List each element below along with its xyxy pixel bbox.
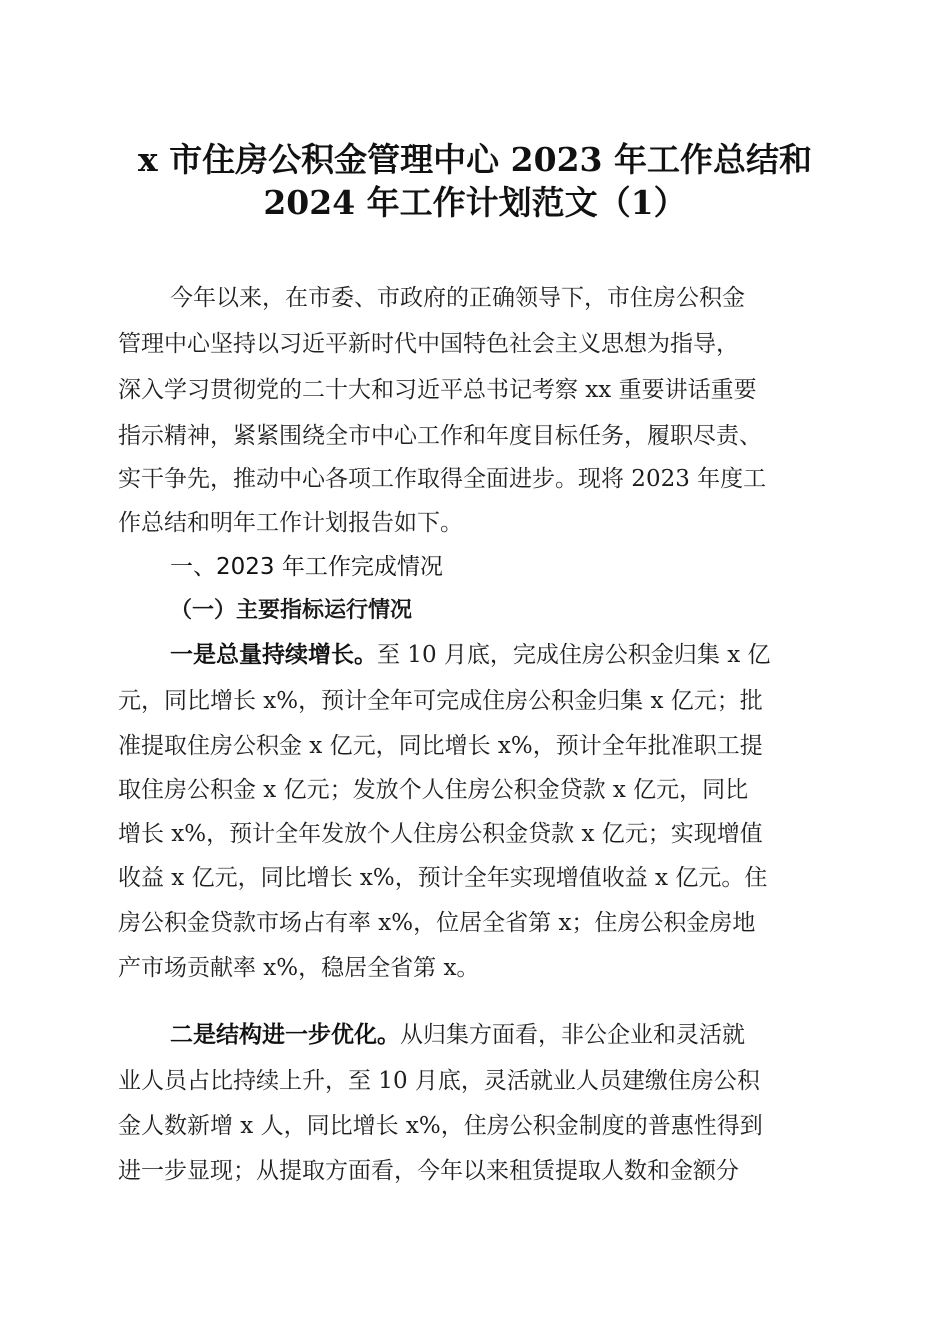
para2-line-2: 业人员占比持续上升，至 10 月底，灵活就业人员建缴住房公积 bbox=[118, 1068, 760, 1094]
para2-line-4: 进一步显现；从提取方面看，今年以来租赁提取人数和金额分 bbox=[118, 1158, 739, 1184]
para2-first-rest: 从归集方面看，非公企业和灵活就 bbox=[400, 1022, 745, 1048]
para1-line-7: 房公积金贷款市场占有率 x%，位居全省第 x；住房公积金房地 bbox=[118, 910, 756, 936]
para1-line-2: 元，同比增长 x%，预计全年可完成住房公积金归集 x 亿元；批 bbox=[118, 688, 763, 714]
intro-line-6: 作总结和明年工作计划报告如下。 bbox=[118, 510, 463, 536]
intro-line-4: 指示精神，紧紧围绕全市中心工作和年度目标任务，履职尽责、 bbox=[118, 423, 762, 449]
para1-line-3: 准提取住房公积金 x 亿元，同比增长 x%，预计全年批准职工提 bbox=[118, 733, 763, 759]
document-title-line-2: 2024 年工作计划范文（1） bbox=[263, 183, 687, 222]
intro-line-1: 今年以来，在市委、市政府的正确领导下，市住房公积金 bbox=[170, 285, 745, 311]
para1-line-1 bbox=[170, 640, 770, 670]
para2-line-1 bbox=[170, 1020, 745, 1050]
para2-line-3: 金人数新增 x 人，同比增长 x%，住房公积金制度的普惠性得到 bbox=[118, 1113, 763, 1139]
intro-line-5: 实干争先，推动中心各项工作取得全面进步。现将 2023 年度工 bbox=[118, 466, 767, 492]
para1-line-4: 取住房公积金 x 亿元；发放个人住房公积金贷款 x 亿元，同比 bbox=[118, 777, 749, 803]
para1-line-5: 增长 x%，预计全年发放个人住房公积金贷款 x 亿元；实现增值 bbox=[118, 821, 763, 847]
para2-lead: 二是结构进一步优化。 bbox=[170, 1021, 400, 1048]
para1-first-rest: 至 10 月底，完成住房公积金归集 x 亿 bbox=[377, 642, 771, 668]
subsection-heading-1: （一）主要指标运行情况 bbox=[170, 597, 413, 623]
para1-lead: 一是总量持续增长。 bbox=[170, 641, 377, 668]
section-heading-1: 一、2023 年工作完成情况 bbox=[170, 554, 443, 580]
intro-line-3: 深入学习贯彻党的二十大和习近平总书记考察 xx 重要讲话重要 bbox=[118, 377, 757, 403]
intro-line-2: 管理中心坚持以习近平新时代中国特色社会主义思想为指导， bbox=[118, 331, 739, 357]
para1-line-6: 收益 x 亿元，同比增长 x%，预计全年实现增值收益 x 亿元。住 bbox=[118, 865, 768, 891]
para1-line-8: 产市场贡献率 x%，稳居全省第 x。 bbox=[118, 955, 480, 981]
document-title-line-1: x 市住房公积金管理中心 2023 年工作总结和 bbox=[138, 140, 812, 179]
